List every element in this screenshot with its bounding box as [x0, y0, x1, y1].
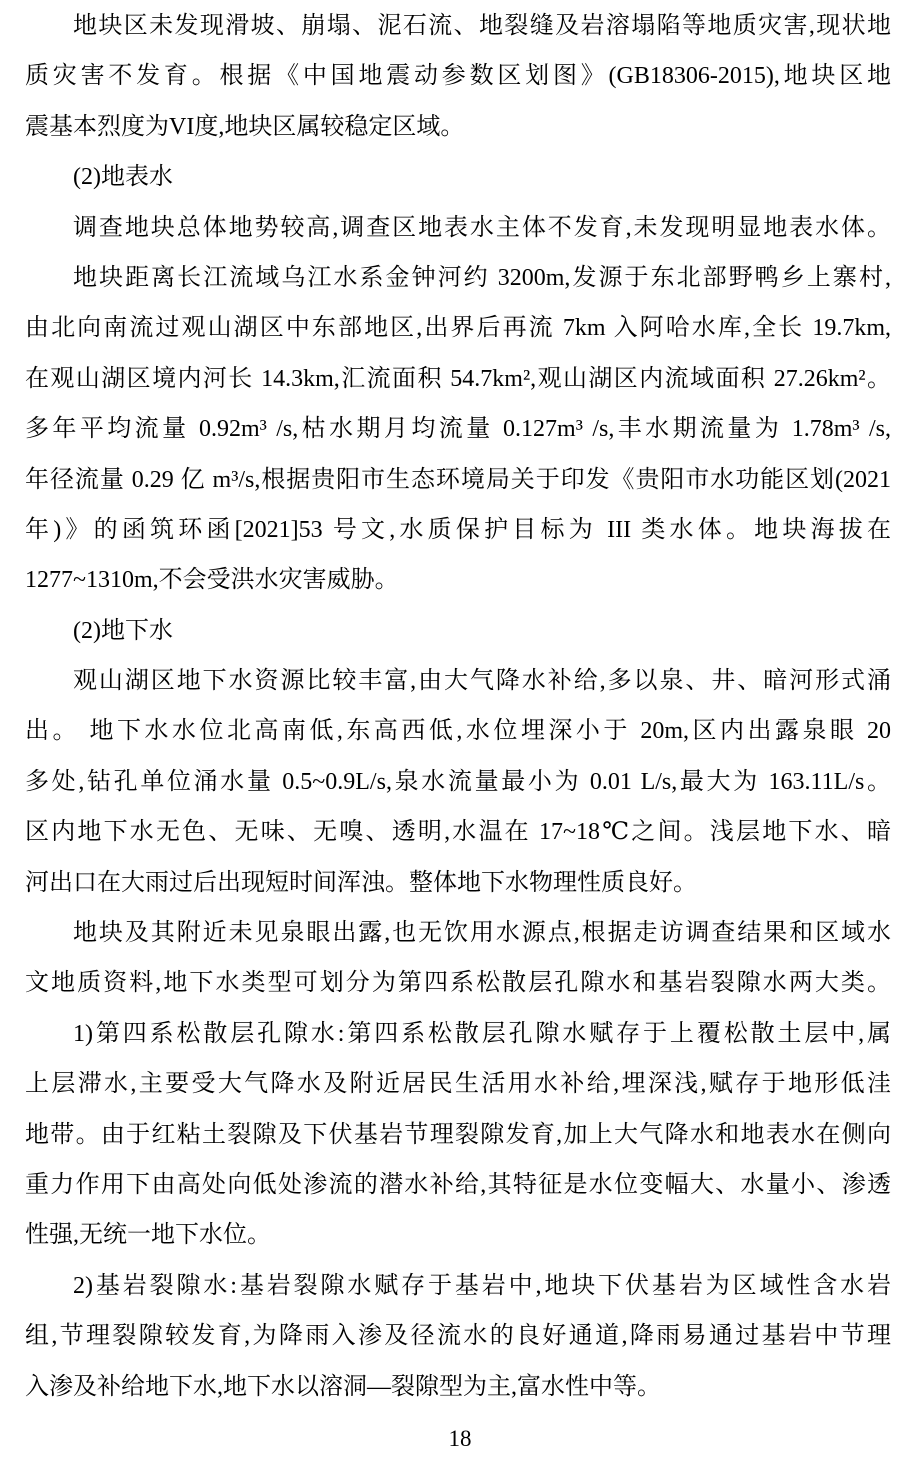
text-line: 地带。由于红粘土裂隙及下伏基岩节理裂隙发育,加上大气降水和地表水在侧向: [25, 1121, 891, 1148]
text-line: 多处,钻孔单位涌水量 0.5~0.9L/s,泉水流量最小为 0.01 L/s,最大为 163.11L/s。: [25, 768, 891, 795]
text-line: 地块距离长江流域乌江水系金钟河约 3200m,发源于东北部野鸭乡上寨村,: [73, 264, 891, 291]
text-line: (2)地表水: [73, 164, 173, 191]
text-line: 河出口在大雨过后出现短时间浑浊。整体地下水物理性质良好。: [25, 869, 697, 896]
text-line: 观山湖区地下水资源比较丰富,由大气降水补给,多以泉、井、暗河形式涌: [73, 668, 891, 695]
text-line: 调查地块总体地势较高,调查区地表水主体不发育,未发现明显地表水体。: [73, 214, 891, 241]
text-line: 重力作用下由高处向低处渗流的潜水补给,其特征是水位变幅大、水量小、渗透: [25, 1171, 891, 1198]
text-line: 文地质资料,地下水类型可划分为第四系松散层孔隙水和基岩裂隙水两大类。: [25, 970, 891, 997]
text-line: 出。 地下水水位北高南低,东高西低,水位埋深小于 20m,区内出露泉眼 20: [25, 718, 891, 745]
page-number: 18: [448, 1426, 472, 1451]
text-line: 上层滞水,主要受大气降水及附近居民生活用水补给,埋深浅,赋存于地形低洼: [25, 1071, 891, 1098]
text-line: 在观山湖区境内河长 14.3km,汇流面积 54.7km²,观山湖区内流域面积 27.26km²。: [25, 365, 891, 392]
text-line: 入渗及补给地下水,地下水以溶洞—裂隙型为主,富水性中等。: [25, 1373, 661, 1400]
text-line: 地块区未发现滑坡、崩塌、泥石流、地裂缝及岩溶塌陷等地质灾害,现状地: [73, 13, 891, 39]
text-line: 2)基岩裂隙水:基岩裂隙水赋存于基岩中,地块下伏基岩为区域性含水岩: [73, 1272, 891, 1299]
text-line: 多年平均流量 0.92m³ /s,枯水期月均流量 0.127m³ /s,丰水期流量为 1.78m³ /s,: [25, 416, 891, 443]
text-line: 性强,无统一地下水位。: [25, 1222, 271, 1249]
text-line: 1)第四系松散层孔隙水:第四系松散层孔隙水赋存于上覆松散土层中,属: [73, 1020, 891, 1047]
text-line: 区内地下水无色、无味、无嗅、透明,水温在 17~18℃之间。浅层地下水、暗: [25, 819, 891, 846]
text-line: 地块及其附近未见泉眼出露,也无饮用水源点,根据走访调查结果和区域水: [73, 920, 891, 947]
text-line: (2)地下水: [73, 617, 173, 644]
text-line: 1277~1310m,不会受洪水灾害威胁。: [25, 567, 399, 594]
text-line: 年径流量 0.29 亿 m³/s,根据贵阳市生态环境局关于印发《贵阳市水功能区划(2021: [25, 466, 891, 493]
text-line: 震基本烈度为VI度,地块区属较稳定区域。: [25, 113, 465, 140]
text-line: 年)》的函筑环函[2021]53 号文,水质保护目标为 III 类水体。地块海拔在: [25, 516, 891, 543]
document-text: [25, 1, 891, 1412]
text-line: 组,节理裂隙较发育,为降雨入渗及径流水的良好通道,降雨易通过基岩中节理: [25, 1323, 891, 1350]
text-line: 质灾害不发育。根据《中国地震动参数区划图》(GB18306-2015),地块区地: [25, 63, 891, 90]
text-line: 由北向南流过观山湖区中东部地区,出界后再流 7km 入阿哈水库,全长 19.7km,: [25, 315, 891, 342]
